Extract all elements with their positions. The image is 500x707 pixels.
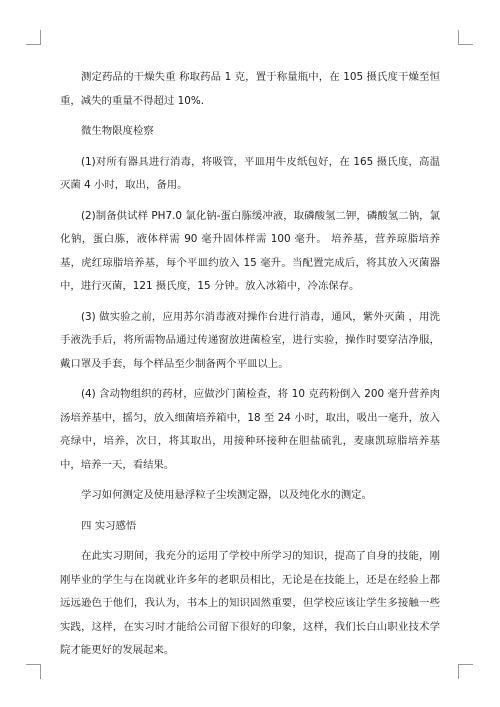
section-heading-reflection: 四 实习感悟 — [81, 519, 137, 532]
paragraph-step-3: (3) 做实验之前，应用苏尔消毒液对操作台进行消毒，通风，紫外灭菌 ，用洗手液洗手后，将所需物品通过传递窗放进菌检室，进行实验，操作时要穿洁净服，戴口罩及手套，每个样品至少制备两个平皿以上。 — [60, 310, 440, 370]
paragraph-step-1: (1)对所有器具进行消毒，将吸管，平皿用牛皮纸包好，在 165 摄氏度，高温灭菌 4 小时，取出，备用。 — [60, 155, 440, 191]
paragraph-step-4: (4) 含动物组织的药材，应做沙门菌检查，将 10 克药粉倒入 200 毫升营养肉汤培养基中，摇匀，放入细菌培养箱中，18 至 24 小时，取出，吸出一毫升，放入亮绿中，培养，次日，将其取出，用接种环接种在胆盐硫乳，麦康凯琼脂培养基中，培养一天，看结果。 — [60, 388, 440, 471]
paragraph-particle-test: 学习如何测定及使用悬浮粒子尘埃测定器，以及纯化水的测定。 — [81, 489, 372, 501]
paragraph-reflection: 在此实习期间，我充分的运用了学校中所学习的知识，提高了自身的技能，刚刚毕业的学生与在岗就业许多年的老职员相比，无论是在技能上，还是在经验上都远远逊色于他们，我认为，书本上的知识固然重要，但学校应该让学生多接触一些实践，这样，在实习时才能给公司留下很好的印象，这样，我们长白山职业技术学院才能更好的发展起来。 — [60, 550, 440, 656]
section-heading-microbial-limit: 微生物限度检察 — [81, 125, 154, 137]
crop-mark-top-right — [458, 30, 473, 45]
crop-mark-bottom-left — [26, 664, 41, 679]
paragraph-drying-loss: 测定药品的干燥失重 称取药品 1 克，置于称量瓶中，在 105 摄氏度干燥至恒重，减失的重量不得超过 10%. — [60, 71, 440, 107]
document-body — [60, 66, 440, 670]
crop-mark-bottom-right — [458, 664, 473, 679]
paragraph-step-2: (2)制备供试样 PH7.0 氯化钠-蛋白胨缓冲液，取磷酸氢二钾，磷酸氢二钠，氯化钠，蛋白胨，液体样需 90 毫升固体样需 100 毫升。 培养基，营养琼脂培养基，虎红琼脂培养基，每个平皿约放入 15 毫升。当配置完成后，将其放入灭菌器中，进行灭菌，121 摄氏度，15 分钟。放入冰箱中，冷冻保存。 — [60, 209, 440, 292]
crop-mark-top-left — [26, 30, 41, 45]
